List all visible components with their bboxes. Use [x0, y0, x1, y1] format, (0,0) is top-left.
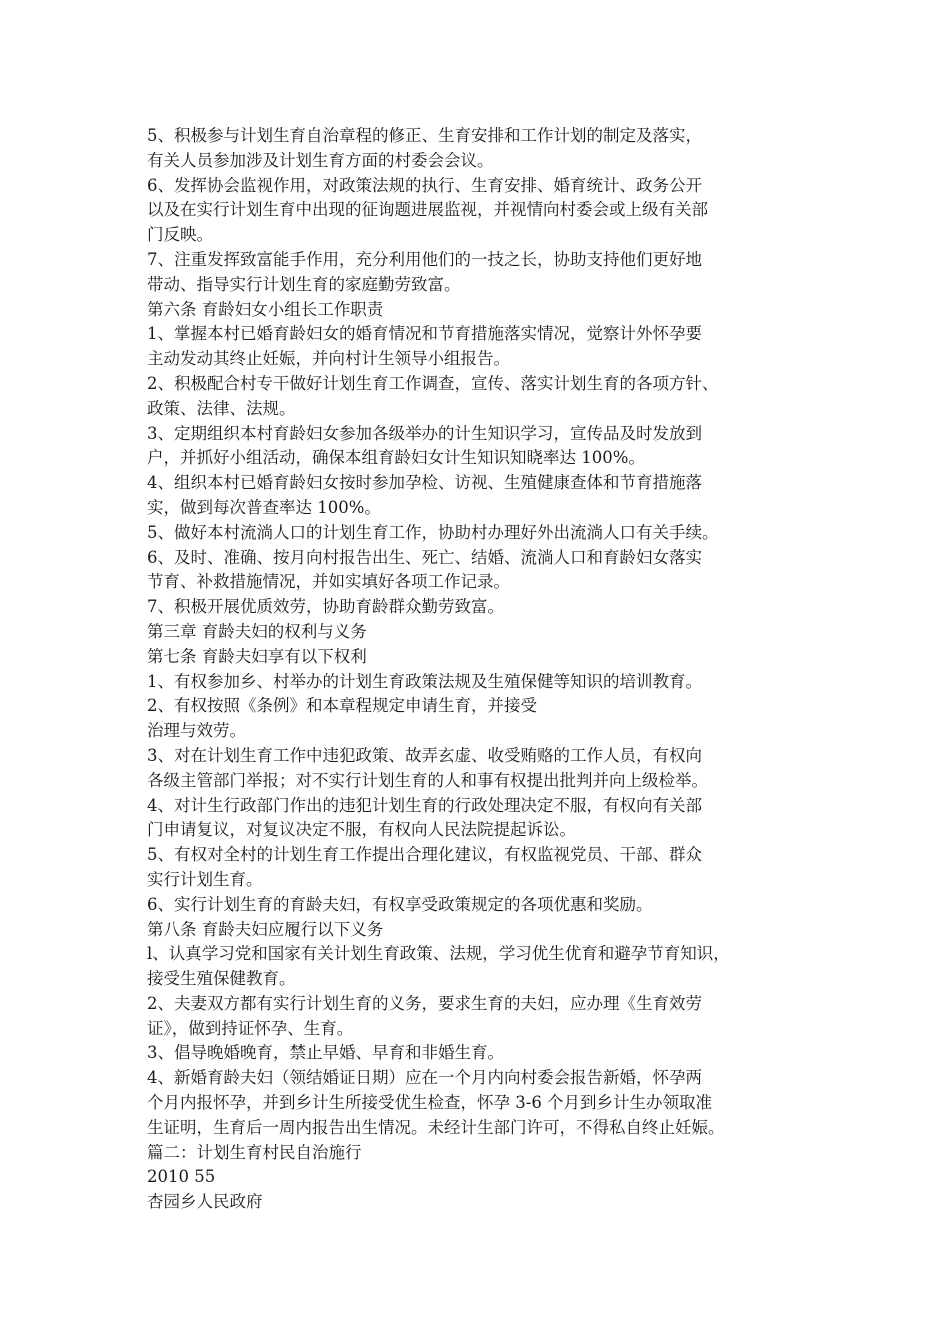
text-line: 实行计划生育。 — [147, 869, 263, 889]
text-line: 第六条 育龄妇女小组长工作职责 — [147, 299, 384, 319]
text-line: 门申请复议，对复议决定不服，有权向人民法院提起诉讼。 — [147, 820, 576, 840]
text-line: 2、有权按照《条例》和本章程规定申请生育，并接受 — [147, 696, 537, 716]
text-line: 证》，做到持证怀孕、生育。 — [147, 1018, 354, 1038]
text-line: 2、夫妻双方都有实行计划生育的义务，要求生育的夫妇，应办理《生育效劳 — [147, 993, 702, 1013]
text-line: 6、实行计划生育的育龄夫妇，有权享受政策规定的各项优惠和奖励。 — [147, 894, 653, 914]
text-line: 3、倡导晚婚晚育，禁止早婚、早育和非婚生育。 — [147, 1043, 504, 1063]
text-line: 带动、指导实行计划生育的家庭勤劳致富。 — [147, 274, 461, 294]
text-line: 7、积极开展优质效劳，协助育龄群众勤劳致富。 — [147, 597, 504, 617]
text-line: 5、积极参与计划生育自治章程的修正、生育安排和工作计划的制定及落实， — [147, 126, 702, 145]
text-line: 6、及时、准确、按月向村报告出生、死亡、结婚、流淌人口和育龄妇女落实 — [147, 547, 702, 567]
text-line: 以及在实行计划生育中出现的征询题进展监视，并视情向村委会或上级有关部 — [147, 200, 708, 220]
text-line: 实，做到每次普查率达 100%。 — [147, 497, 381, 517]
text-line: 第七条 育龄夫妇享有以下权利 — [147, 646, 367, 666]
text-line: 5、做好本村流淌人口的计划生育工作，协助村办理好外出流淌人口有关手续。 — [147, 522, 719, 542]
text-line: l、认真学习党和国家有关计划生育政策、法规，学习优生优育和避孕节育知识， — [147, 944, 730, 964]
text-line: 个月内报怀孕，并到乡计生所接受优生检查，怀孕 3-6 个月到乡计生办领取准 — [147, 1093, 713, 1113]
text-line: 政策、法律、法规。 — [147, 398, 296, 418]
document-body — [147, 124, 827, 1215]
text-line: 门反映。 — [147, 225, 213, 245]
text-line: 主动发动其终止妊娠，并向村计生领导小组报告。 — [147, 349, 510, 369]
text-line: 杏园乡人民政府 — [147, 1192, 263, 1212]
text-line: 4、对计生行政部门作出的违犯计划生育的行政处理决定不服，有权向有关部 — [147, 795, 702, 815]
text-line: 4、新婚育龄夫妇（领结婚证日期）应在一个月内向村委会报告新婚，怀孕两 — [147, 1068, 702, 1088]
text-line: 5、有权对全村的计划生育工作提出合理化建议，有权监视党员、干部、群众 — [147, 845, 702, 865]
text-line: 1、有权参加乡、村举办的计划生育政策法规及生殖保健等知识的培训教育。 — [147, 671, 702, 691]
text-line: 有关人员参加涉及计划生育方面的村委会会议。 — [147, 150, 494, 170]
text-line: 节育、补救措施情况，并如实填好各项工作记录。 — [147, 572, 510, 592]
text-line: 3、定期组织本村育龄妇女参加各级举办的计生知识学习，宣传品及时发放到 — [147, 423, 702, 443]
text-line: 篇二：计划生育村民自治施行 — [147, 1142, 362, 1162]
text-line: 第三章 育龄夫妇的权利与义务 — [147, 621, 367, 641]
text-line: 治理与效劳。 — [147, 721, 246, 741]
text-line: 接受生殖保健教育。 — [147, 969, 296, 989]
text-line: 1、掌握本村已婚育龄妇女的婚育情况和节育措施落实情况，觉察计外怀孕要 — [147, 324, 702, 344]
text-line: 6、发挥协会监视作用，对政策法规的执行、生育安排、婚育统计、政务公开 — [147, 175, 702, 195]
text-line: 户，并抓好小组活动，确保本组育龄妇女计生知识知晓率达 100%。 — [147, 448, 645, 468]
text-line: 4、组织本村已婚育龄妇女按时参加孕检、访视、生殖健康查体和节育措施落 — [147, 473, 702, 493]
text-line: 2、积极配合村专干做好计划生育工作调查，宣传、落实计划生育的各项方针、 — [147, 373, 719, 393]
text-line: 各级主管部门举报；对不实行计划生育的人和事有权提出批判并向上级检举。 — [147, 770, 708, 790]
text-line: 第八条 育龄夫妇应履行以下义务 — [147, 919, 384, 939]
text-line: 生证明，生育后一周内报告出生情况。未经计生部门许可，不得私自终止妊娠。 — [147, 1117, 725, 1137]
text-line: 3、对在计划生育工作中违犯政策、故弄玄虚、收受贿赂的工作人员，有权向 — [147, 745, 702, 765]
text-line: 7、注重发挥致富能手作用，充分利用他们的一技之长，协助支持他们更好地 — [147, 249, 702, 269]
text-line: 2010 55 — [147, 1167, 216, 1187]
